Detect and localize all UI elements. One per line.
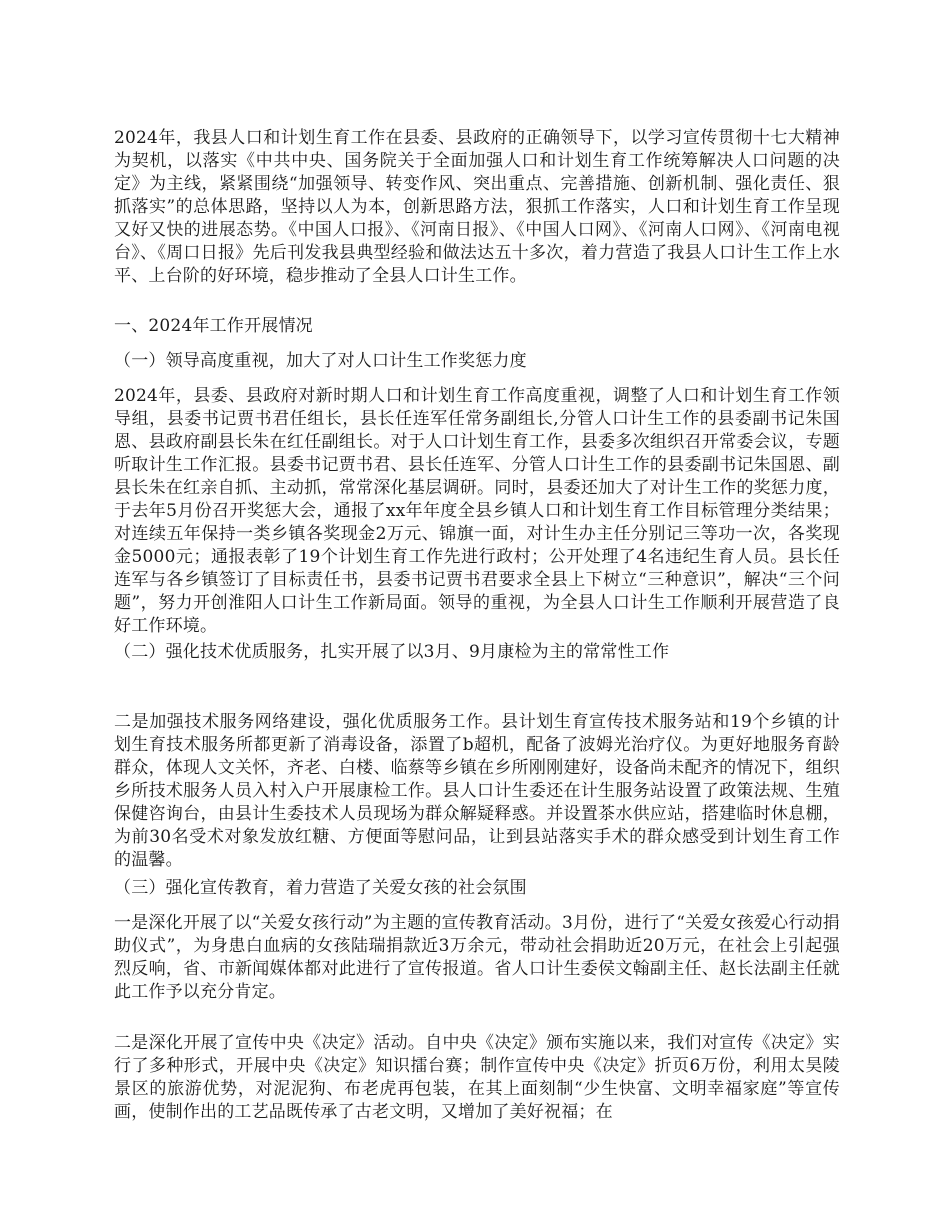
technical-service-paragraph: 二是加强技术服务网络建设，强化优质服务工作。县计划生育宣传技术服务站和19个乡镇的计划生育技术服务所都更新了消毒设备，添置了b超机，配备了波姆光治疗仪。为更好地服务育龄群众，体现人文关怀，齐老、白楼、临蔡等乡镇在乡所刚刚建好，设备尚未配齐的情况下，组织乡所技术服务人员入村入户开展康检工作。县人口计生委还在计生服务站设置了政策法规、生殖保健咨询台，由县计生委技术人员现场为群众解疑释惑。并设置茶水供应站，搭建临时休息棚，为前30名受术对象发放红糖、方便面等慰问品，让到县站落实手术的群众感受到计划生育工作的温馨。 (114, 712, 840, 870)
care-for-girls-paragraph: 一是深化开展了以“关爱女孩行动”为主题的宣传教育活动。3月份，进行了“关爱女孩爱心行动捐助仪式”，为身患白血病的女孩陆瑞捐款近3万余元，带动社会捐助近20万元，在社会上引起强烈反响，省、市新闻媒体都对此进行了宣传报道。省人口计生委侯文翰副主任、赵长法副主任就此工作予以充分肯定。 (114, 913, 840, 1002)
central-decision-paragraph: 二是深化开展了宣传中央《决定》活动。自中央《决定》颁布实施以来，我们对宣传《决定》实行了多种形式，开展中央《决定》知识擂台赛；制作宣传中央《决定》折页6万份，利用太昊陵景区的旅游优势，对泥泥狗、布老虎再包装，在其上面刻制“少生快富、文明幸福家庭”等宣传画，使制作出的工艺品既传承了古老文明，又增加了美好祝福；在 (114, 1033, 840, 1122)
subsection-heading-technical-service: （二）强化技术优质服务，扎实开展了以3月、9月康检为主的常常性工作 (114, 642, 670, 662)
leadership-paragraph: 2024年，县委、县政府对新时期人口和计划生育工作高度重视，调整了人口和计划生育工作领导组，县委书记贾书君任组长，县长任连军任常务副组长,分管人口计生工作的县委副书记朱国恩、县政府副县长朱在红任副组长。对于人口计划生育工作，县委多次组织召开常委会议，专题听取计生工作汇报。县委书记贾书君、县长任连军、分管人口计生工作的县委副书记朱国恩、副县长朱在红亲自抓、主动抓，常常深化基层调研。同时，县委还加大了对计生工作的奖惩力度，于去年5月份召开奖惩大会，通报了xx年年度全县乡镇人口和计划生育工作目标管理分类结果；对连续五年保持一类乡镇各奖现金2万元、锦旗一面，对计生办主任分别记三等功一次，各奖现金5000元；通报表彰了19个计划生育工作先进行政村；公开处理了4名违纪生育人员。县长任连军与各乡镇签订了目标责任书，县委书记贾书君要求全县上下树立“三种意识”，解决“三个问题”，努力开创淮阳人口计生工作新局面。领导的重视，为全县人口计生工作顺利开展营造了良好工作环境。 (114, 386, 840, 636)
section-heading: 一、2024年工作开展情况 (114, 316, 313, 336)
subsection-heading-leadership: （一）领导高度重视，加大了对人口计生工作奖惩力度 (114, 351, 527, 371)
subsection-heading-publicity: （三）强化宣传教育，着力营造了关爱女孩的社会氛围 (114, 878, 527, 898)
intro-paragraph: 2024年，我县人口和计划生育工作在县委、县政府的正确领导下，以学习宣传贯彻十七大精神为契机，以落实《中共中央、国务院关于全面加强人口和计划生育工作统筹解决人口问题的决定》为主线，紧紧围绕“加强领导、转变作风、突出重点、完善措施、创新机制、强化责任、狠抓落实”的总体思路，坚持以人为本，创新思路方法，狠抓工作落实，人口和计划生育工作呈现又好又快的进展态势。《中国人口报》、《河南日报》、《中国人口网》、《河南人口网》、《河南电视台》、《周口日报》先后刊发我县典型经验和做法达五十多次，着力营造了我县人口计生工作上水平、上台阶的好环境，稳步推动了全县人口计生工作。 (114, 128, 840, 286)
